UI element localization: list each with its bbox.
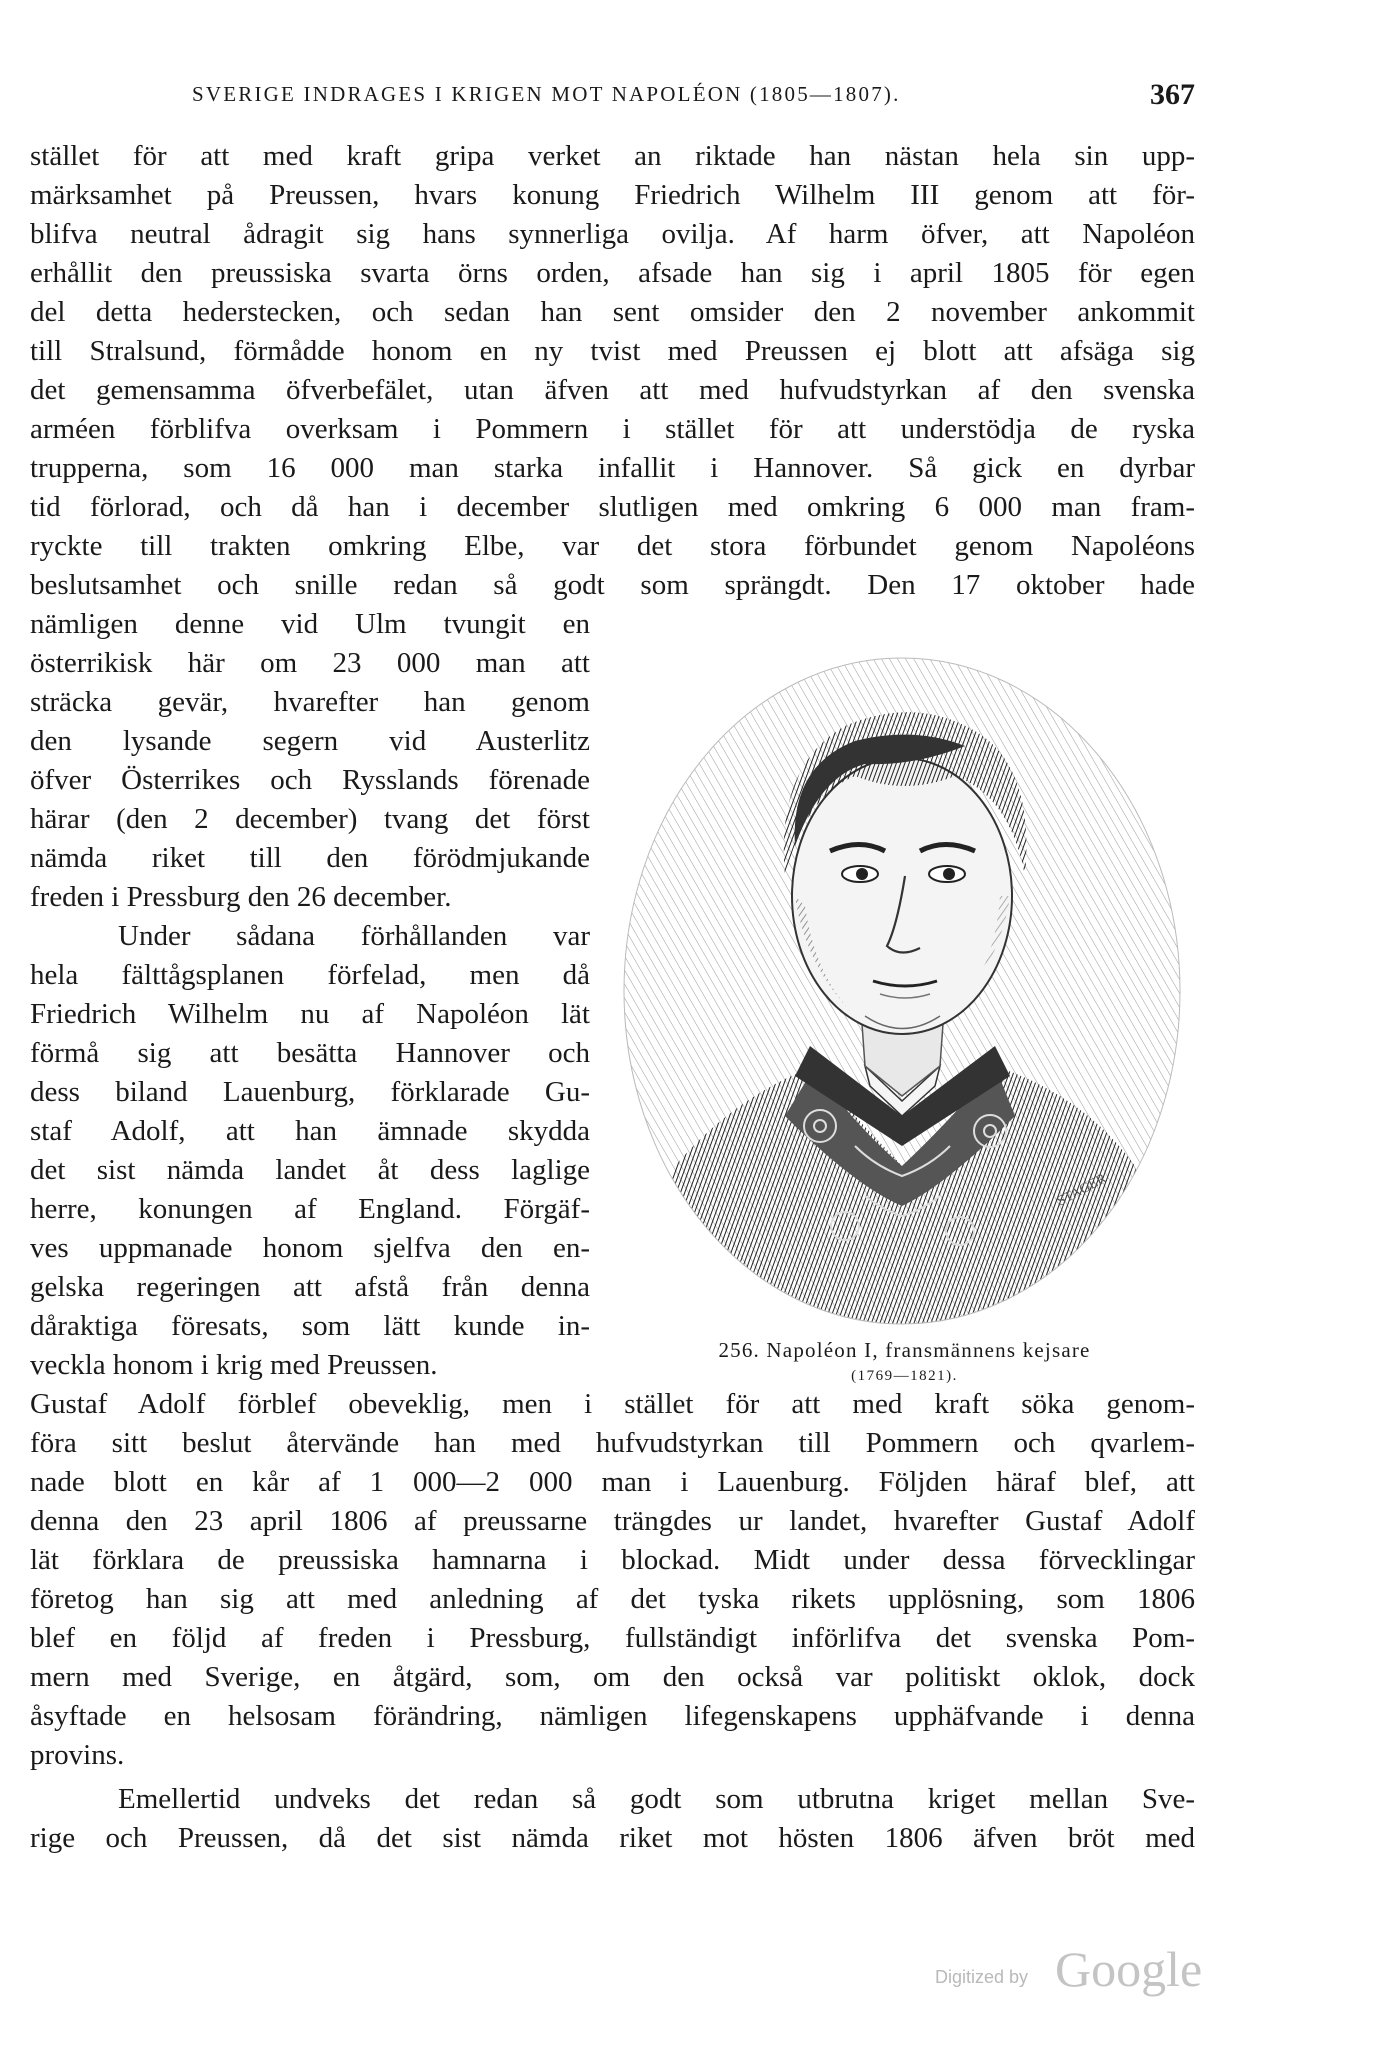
column-line: veckla honom i krig med Preussen. bbox=[30, 1349, 438, 1381]
column-line: Under sådana förhållanden var bbox=[118, 920, 590, 952]
column-line: herre, konungen af England. Förgäf- bbox=[30, 1193, 590, 1225]
column-line: freden i Pressburg den 26 december. bbox=[30, 881, 452, 913]
column-line: nämligen denne vid Ulm tvungit en bbox=[30, 608, 590, 640]
column-line: dess biland Lauenburg, förklarade Gu- bbox=[30, 1076, 590, 1108]
text-line: lät förklara de preussiska hamnarna i blockad. Midt under dessa förvecklingar bbox=[30, 1544, 1195, 1576]
text-line: blifva neutral ådragit sig hans synnerliga ovilja. Af harm öfver, att Napoléon bbox=[30, 218, 1195, 250]
text-line: företog han sig att med anledning af det tyska rikets upplösning, som 1806 bbox=[30, 1583, 1195, 1615]
text-line: till Stralsund, förmådde honom en ny tvist med Preussen ej blott att afsäga sig bbox=[30, 335, 1195, 367]
column-line: dåraktiga föresats, som lätt kunde in- bbox=[30, 1310, 590, 1342]
text-line: ryckte till trakten omkring Elbe, var det stora förbundet genom Napoléons bbox=[30, 530, 1195, 562]
text-line: Gustaf Adolf förblef obeveklig, men i stället för att med kraft söka genom- bbox=[30, 1388, 1195, 1420]
digitized-watermark bbox=[935, 1940, 1235, 2000]
text-line: stället för att med kraft gripa verket an riktade han nästan hela sin upp- bbox=[30, 140, 1195, 172]
napoleon-portrait-engraving bbox=[615, 646, 1190, 1326]
text-line: provins. bbox=[30, 1739, 125, 1771]
figure-dates: (1769—1821). bbox=[851, 1368, 958, 1384]
text-line: blef en följd af freden i Pressburg, fullständigt införlifva det svenska Pom- bbox=[30, 1622, 1195, 1654]
column-line: staf Adolf, att han ämnade skydda bbox=[30, 1115, 590, 1147]
portrait-figure bbox=[612, 646, 1197, 1386]
text-line: åsyftade en helsosam förändring, nämligen lifegenskapens upphäfvande i denna bbox=[30, 1700, 1195, 1732]
column-line: förmå sig att besätta Hannover och bbox=[30, 1037, 590, 1069]
column-line: sträcka gevär, hvarefter han genom bbox=[30, 686, 590, 718]
text-line: tid förlorad, och då han i december slutligen med omkring 6 000 man fram- bbox=[30, 491, 1195, 523]
column-line: hela fälttågsplanen förfelad, men då bbox=[30, 959, 590, 991]
column-line: gelska regeringen att afstå från denna bbox=[30, 1271, 590, 1303]
watermark-digitized-text: Digitized by bbox=[935, 1967, 1029, 1987]
text-line: nade blott en kår af 1 000—2 000 man i Lauenburg. Följden häraf blef, att bbox=[30, 1466, 1195, 1498]
engraver-signature: STAGER bbox=[1054, 1171, 1109, 1210]
text-line: det gemensamma öfverbefälet, utan äfven att med hufvudstyrkan af den svenska bbox=[30, 374, 1195, 406]
text-line: beslutsamhet och snille redan så godt som sprängdt. Den 17 oktober hade bbox=[30, 569, 1195, 601]
google-logo: Google bbox=[1055, 1941, 1203, 1997]
text-line: Emellertid undveks det redan så godt som utbrutna kriget mellan Sve- bbox=[118, 1783, 1195, 1815]
column-line: härar (den 2 december) tvang det först bbox=[30, 803, 590, 835]
text-line: märksamhet på Preussen, hvars konung Friedrich Wilhelm III genom att för- bbox=[30, 179, 1195, 211]
running-head bbox=[70, 78, 1195, 118]
column-line: ves uppmanade honom sjelfva den en- bbox=[30, 1232, 590, 1264]
column-line: Friedrich Wilhelm nu af Napoléon lät bbox=[30, 998, 590, 1030]
page-number: 367 bbox=[1150, 78, 1195, 111]
text-line: föra sitt beslut återvände han med hufvudstyrkan till Pommern och qvarlem- bbox=[30, 1427, 1195, 1459]
figure-caption: 256. Napoléon I, fransmännens kejsare bbox=[718, 1338, 1091, 1362]
column-line: den lysande segern vid Austerlitz bbox=[30, 725, 590, 757]
text-line: arméen förblifva overksam i Pommern i stället för att understödja de ryska bbox=[30, 413, 1195, 445]
text-line: trupperna, som 16 000 man starka infallit i Hannover. Så gick en dyrbar bbox=[30, 452, 1195, 484]
running-title: SVERIGE INDRAGES I KRIGEN MOT NAPOLÉON (1805—1807). bbox=[192, 82, 901, 106]
column-line: nämda riket till den förödmjukande bbox=[30, 842, 590, 874]
text-line: erhållit den preussiska svarta örns orden, afsade han sig i april 1805 för egen bbox=[30, 257, 1195, 289]
column-line: öfver Österrikes och Rysslands förenade bbox=[30, 764, 590, 796]
text-line: del detta hederstecken, och sedan han sent omsider den 2 november ankommit bbox=[30, 296, 1195, 328]
text-line: mern med Sverige, en åtgärd, som, om den också var politiskt oklok, dock bbox=[30, 1661, 1195, 1693]
text-line: denna den 23 april 1806 af preussarne trängdes ur landet, hvarefter Gustaf Adolf bbox=[30, 1505, 1195, 1537]
text-line: rige och Preussen, då det sist nämda riket mot hösten 1806 äfven bröt med bbox=[30, 1822, 1195, 1854]
column-line: det sist nämda landet åt dess laglige bbox=[30, 1154, 590, 1186]
column-line: österrikisk här om 23 000 man att bbox=[30, 647, 590, 679]
